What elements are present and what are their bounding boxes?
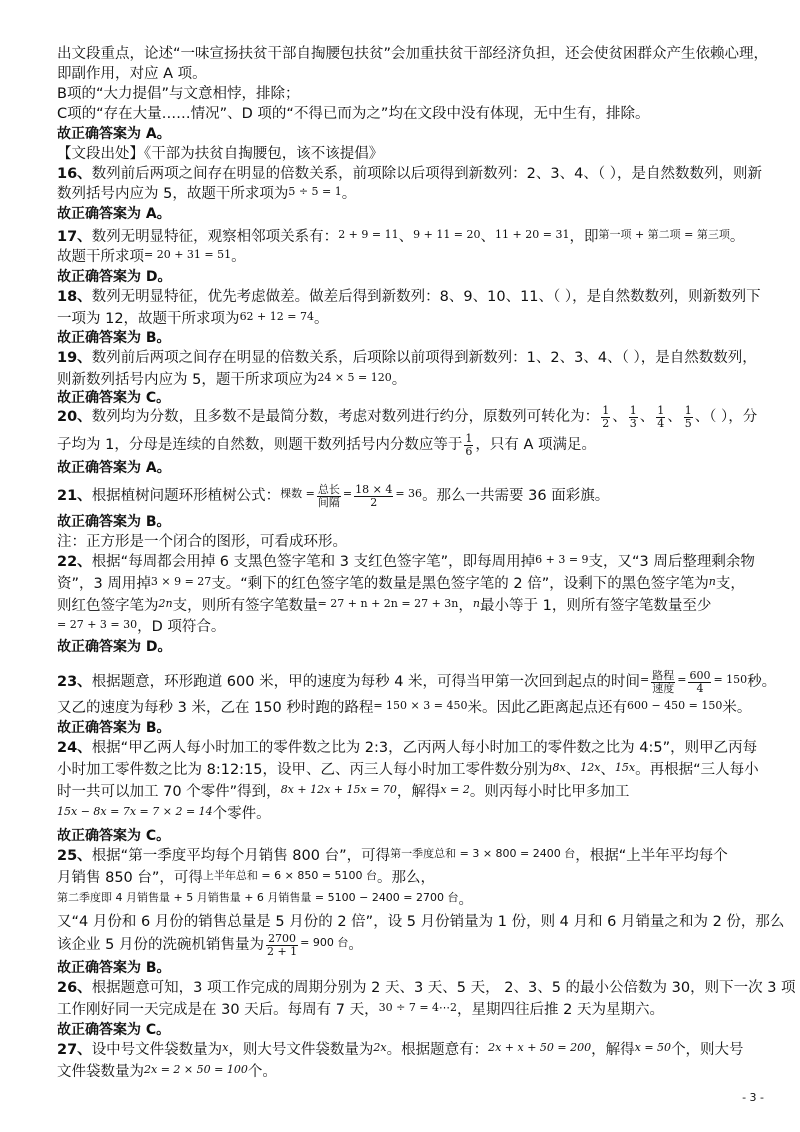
text: 个零件。 [212, 806, 271, 822]
text: 数列无明显特征，观察相邻项关系有： [91, 229, 339, 245]
question-19 [57, 348, 757, 368]
text-line [57, 890, 473, 911]
text: 子均为 1，分母是连续的自然数，则题干数列括号内分数应等于 [57, 437, 463, 453]
answer-line: 故正确答案为 B。 [57, 720, 171, 736]
formula: x = 50 [634, 1041, 672, 1054]
formula: = 150 × 3 = 450 [373, 699, 468, 712]
formula: x [222, 1041, 229, 1054]
text-line [57, 868, 435, 889]
text: ，只有 A 项满足。 [475, 437, 596, 453]
text-line: C项的“存在大量……情况”、D 项的“不得已而为之”均在文段中没有体现，无中生有，排除。 [57, 106, 650, 122]
text: 工作刚好同一天完成是在 30 天后。每周有 7 天， [57, 1002, 379, 1018]
text: 支，又“3 周后整理剩余物 [588, 554, 755, 570]
fraction: $\frac{600}{4}$ [689, 668, 711, 695]
text: 根据题意，环形跑道 600 米，甲的速度为每秒 4 米，可得当甲第一次回到起点的时间 [91, 674, 641, 690]
formula: 2x + x + 50 = 200 [488, 1041, 592, 1054]
answer-line: 故正确答案为 B。 [57, 514, 171, 530]
text: 米。因此乙距离起点还有 [467, 700, 627, 716]
answer-line: 故正确答案为 A。 [57, 460, 171, 476]
question-number: 27、 [57, 1042, 92, 1058]
formula: 2n [158, 597, 173, 610]
text: 月销售 850 台”，可得 [57, 870, 203, 886]
question-21 [57, 482, 609, 511]
text: ，D 项符合。 [137, 619, 226, 635]
text: 。 [341, 186, 357, 202]
answer-line: 故正确答案为 C。 [57, 1022, 171, 1038]
text: 数列括号内应为 5，故题干所求项为 [57, 186, 289, 202]
text: 该企业 5 月份的洗碗机销售量为 [57, 937, 264, 953]
answer-line: 故正确答案为 C。 [57, 828, 171, 844]
question-number: 16、 [57, 166, 92, 182]
source-line: 【文段出处】《干部为扶贫自掏腰包，该不该提倡》 [57, 146, 384, 162]
fraction: $\frac{1}{4}$ [657, 403, 665, 430]
text: ，即 [569, 229, 599, 245]
text: 则红色签字笔为 [57, 598, 159, 614]
formula: 9 + 11 = 20 [413, 228, 481, 241]
formula: 第二季度即 4 月销售量 + 5 月销售量 + 6 月销售量 = 5100 − 2400 = 2700 台 [57, 891, 459, 904]
formula: 8x + 12x + 15x = 70 [280, 783, 397, 796]
answer-line: 故正确答案为 D。 [57, 639, 172, 655]
text: 米。 [722, 700, 752, 716]
text: 、 [398, 229, 414, 245]
formula: 第一项 + 第二项 = 第三项 [598, 228, 730, 241]
formula: 62 + 12 = 74 [239, 310, 314, 323]
question-27 [57, 1040, 744, 1061]
text-line [57, 432, 596, 458]
formula: 600 − 450 = 150 [626, 699, 723, 712]
answer-line: 故正确答案为 A。 [57, 206, 171, 222]
formula: 11 + 20 = 31 [495, 228, 570, 241]
text: 个。 [247, 1064, 277, 1080]
text: 。再根据“三人每小 [635, 762, 759, 778]
text: 设中号文件袋数量为 [91, 1042, 223, 1058]
text: 。那么， [377, 870, 436, 886]
text-line [57, 930, 363, 961]
question-number: 20、 [57, 409, 92, 425]
question-number: 23、 [57, 674, 92, 690]
text: 、 [565, 762, 581, 778]
formula: 24 × 5 = 120 [317, 371, 392, 384]
formula: = 150 [713, 673, 748, 686]
formula: = 27 + n + 2n = 27 + 3n [317, 597, 459, 610]
formula: 30 ÷ 7 = 4⋯2 [378, 1001, 458, 1014]
text: 秒。 [747, 674, 777, 690]
question-number: 24、 [57, 740, 92, 756]
text: ，星期四往后推 2 天为星期六。 [457, 1002, 664, 1018]
text-line [57, 1062, 277, 1083]
text-line [57, 782, 629, 803]
text: ，根据“上半年平均每个 [575, 848, 728, 864]
text: ，则大号文件袋数量为 [228, 1042, 374, 1058]
answer-line: 故正确答案为 C。 [57, 390, 171, 406]
question-number: 25、 [57, 848, 92, 864]
text: 支，则所有签字笔数量 [172, 598, 318, 614]
text: 。 [458, 892, 474, 908]
formula: 2x = 2 × 50 = 100 [144, 1063, 248, 1076]
text: ，解得 [591, 1042, 635, 1058]
text: 支， [715, 576, 745, 592]
question-number: 22、 [57, 554, 92, 570]
text-line: 又“4 月份和 6 月份的销售总量是 5 月份的 2 倍”，设 5 月份销量为 1 份，则 4 月和 6 月销量之和为 2 份，那么 [57, 914, 785, 930]
question-25 [57, 846, 728, 867]
text: 小时加工零件数之比为 8:12:15，设甲、乙、丙三人每小时加工零件数分别为 [57, 762, 553, 778]
text: 根据题意可知，3 项工作完成的周期分别为 2 天、3 天、5 天， 2、3、5 的最小公倍数为 30，则下一次 3 项 [91, 980, 796, 996]
fraction: $\frac{18 \times 4}{2}$ [355, 482, 393, 509]
text-line [57, 1000, 664, 1021]
formula: = 20 + 31 = 51 [144, 248, 232, 261]
formula: 8x [552, 761, 566, 774]
question-number: 18、 [57, 289, 92, 305]
text: 故题干所求项 [57, 249, 144, 265]
question-number: 17、 [57, 229, 92, 245]
fraction: $\frac{\text{路程}}{\text{速度}}$ [652, 668, 675, 695]
text-line [57, 617, 225, 638]
question-number: 26、 [57, 980, 92, 996]
text: 。 [313, 311, 329, 327]
formula: = [342, 487, 353, 500]
text-line [57, 309, 328, 330]
question-22 [57, 552, 755, 573]
text: 个，则大号 [671, 1042, 744, 1058]
text: 一项为 12，故题干所求项为 [57, 311, 240, 327]
formula: = 36 [395, 487, 423, 500]
text: 根据植树问题环形植树公式： [91, 488, 281, 504]
text: 最小等于 1，则所有签字笔数量至少 [480, 598, 712, 614]
text: 文件袋数量为 [57, 1064, 144, 1080]
formula: = 27 + 3 = 30 [57, 618, 138, 631]
formula: = [640, 673, 650, 686]
text-line [57, 184, 356, 205]
text: 。则丙每小时比甲多加工 [469, 784, 630, 800]
fraction: $\frac{1}{2}$ [602, 403, 610, 430]
formula: 5 ÷ 5 = 1 [288, 185, 342, 198]
answer-line: 故正确答案为 B。 [57, 330, 171, 346]
question-20 [57, 404, 757, 430]
text: 数列无明显特征，优先考虑做差。做差后得到新数列：8、9、10、11、（ ），是自然数数列，则新数列下 [91, 289, 761, 305]
question-17 [57, 227, 744, 248]
question-18 [57, 287, 761, 307]
fraction: $\frac{2700}{2 + 1}$ [266, 931, 298, 958]
text: ，解得 [396, 784, 441, 800]
formula: x = 2 [440, 783, 470, 796]
question-16 [57, 164, 762, 184]
text-line: B项的“大力提倡”与文意相悖，排除； [57, 86, 300, 102]
text: 数列前后两项之间存在明显的倍数关系，前项除以后项得到新数列：2、3、4、（ ），是自然数数列，则新 [91, 166, 762, 182]
text-line: 出文段重点，论述“一味宣扬扶贫干部自掏腰包扶贫”会加重扶贫干部经济负担，还会使贫困群众产生依赖心理， [57, 46, 769, 62]
text: 、（ ），分 [694, 409, 758, 425]
text-line [57, 247, 246, 268]
text: 又乙的速度为每秒 3 米，乙在 150 秒时跑的路程 [57, 700, 374, 716]
formula: 15x − 8x = 7x = 7 × 2 = 14 [57, 805, 213, 818]
text-line [57, 760, 759, 781]
formula: 3 × 9 = 27 [150, 575, 212, 588]
text: 资”，3 周用掉 [57, 576, 151, 592]
formula: 6 + 3 = 9 [535, 553, 589, 566]
fraction: $\frac{\text{总长}}{\text{间隔}}$ [317, 482, 340, 509]
separator: 、 [667, 409, 682, 425]
text: 、 [480, 229, 496, 245]
formula: 上半年总和 = 6 × 850 = 5100 台 [202, 869, 378, 882]
separator: 、 [639, 409, 655, 425]
text-line: 即副作用，对应 A 项。 [57, 66, 207, 82]
formula: = 900 台 [300, 936, 349, 949]
text-line [57, 596, 711, 617]
question-number: 21、 [57, 488, 92, 504]
text: 数列前后两项之间存在明显的倍数关系，后项除以前项得到新数列：1、2、3、4、（ ），是自然数数列， [91, 350, 757, 366]
text: ， [458, 598, 473, 614]
question-number: 19、 [57, 350, 92, 366]
text: 支。“剩下的红色签字笔的数量是黑色签字笔的 2 倍”，设剩下的黑色签字笔为 [211, 576, 709, 592]
text: 数列均为分数，且多数不是最简分数，考虑对数列进行约分，原数列可转化为： [91, 409, 600, 425]
text: 。 [348, 937, 363, 953]
text: 则新数列括号内应为 5，题干所求项应为 [57, 372, 318, 388]
answer-line: 故正确答案为 A。 [57, 126, 171, 142]
formula: n [472, 597, 480, 610]
text-line [57, 698, 751, 719]
answer-line: 故正确答案为 B。 [57, 960, 171, 976]
answer-line: 故正确答案为 D。 [57, 269, 172, 285]
fraction: $\frac{1}{5}$ [684, 403, 692, 430]
question-23 [57, 668, 776, 697]
page-number: - 3 - [742, 1091, 764, 1104]
formula: = [677, 673, 687, 686]
text: 。 [391, 372, 407, 388]
formula: 2 + 9 = 11 [338, 228, 399, 241]
formula: 15x [614, 761, 636, 774]
text-line [57, 574, 745, 595]
text: 。 [729, 229, 745, 245]
separator: 、 [612, 409, 627, 425]
text: 根据“甲乙两人每小时加工的零件数之比为 2:3，乙丙两人每小时加工的零件数之比为 4:5”，则甲乙丙每 [91, 740, 758, 756]
question-24 [57, 738, 757, 758]
fraction: $\frac{1}{3}$ [629, 403, 637, 430]
formula: n [708, 575, 716, 588]
text: 。那么一共需要 36 面彩旗。 [422, 488, 610, 504]
formula: 2x [373, 1041, 387, 1054]
text: 。根据题意有： [386, 1042, 489, 1058]
text: 、 [600, 762, 615, 778]
formula: 12x [580, 761, 601, 774]
text: 。 [231, 249, 246, 265]
text: 根据“每周都会用掉 6 支黑色签字笔和 3 支红色签字笔”，即每周用掉 [91, 554, 536, 570]
question-26 [57, 978, 796, 998]
text: 根据“第一季度平均每个月销售 800 台”，可得 [91, 848, 391, 864]
formula: 第一季度总和 = 3 × 800 = 2400 台 [390, 847, 576, 860]
fraction: $\frac{1}{6}$ [465, 431, 473, 458]
note-line: 注：正方形是一个闭合的图形，可看成环形。 [57, 534, 347, 550]
text: 时一共可以加工 70 个零件”得到， [57, 784, 281, 800]
text-line [57, 804, 271, 825]
formula: 棵数 = [280, 487, 315, 500]
